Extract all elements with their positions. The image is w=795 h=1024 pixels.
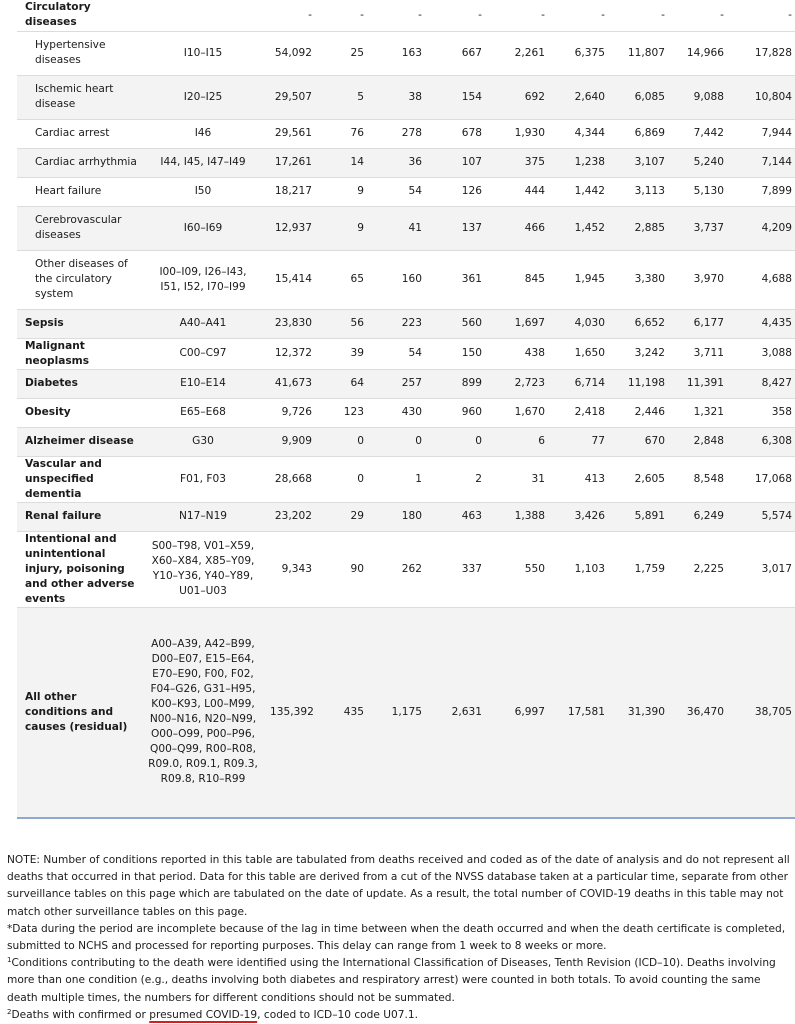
age-group-count-cell: 11,807 — [613, 31, 673, 75]
icd-code-cell: E10–E14 — [144, 369, 262, 398]
condition-cell: Renal failure — [17, 502, 144, 531]
age-group-count-cell: 1,670 — [490, 398, 553, 427]
age-group-count-cell: 3,242 — [613, 338, 673, 369]
age-group-count-cell: 1,175 — [372, 607, 430, 818]
age-group-count-cell: 3,711 — [673, 338, 732, 369]
age-group-count-cell: 6,249 — [673, 502, 732, 531]
age-group-count-cell: 2,446 — [613, 398, 673, 427]
condition-cell: Diabetes — [17, 369, 144, 398]
icd-code-cell: E65–E68 — [144, 398, 262, 427]
age-group-count-cell: 7,144 — [732, 148, 795, 177]
all-ages-count-cell: 29,561 — [262, 119, 320, 148]
age-group-count-cell: 4,344 — [553, 119, 613, 148]
age-group-count-cell: - — [372, 0, 430, 31]
age-group-count-cell: 3,970 — [673, 250, 732, 309]
condition-cell: Intentional and unintentional injury, poisoning and other adverse events — [17, 531, 144, 607]
age-group-count-cell: 1,442 — [553, 177, 613, 206]
age-group-count-cell: 6,652 — [613, 309, 673, 338]
all-ages-count-cell: - — [262, 0, 320, 31]
age-group-count-cell: 36,470 — [673, 607, 732, 818]
all-ages-count-cell: 29,507 — [262, 75, 320, 119]
icd-code-cell: I44, I45, I47–I49 — [144, 148, 262, 177]
age-group-count-cell: - — [490, 0, 553, 31]
age-group-count-cell: 76 — [320, 119, 372, 148]
age-group-count-cell: 1,321 — [673, 398, 732, 427]
footnote-2-marker: 2 — [7, 1007, 12, 1016]
table-row — [17, 0, 795, 31]
age-group-count-cell: 430 — [372, 398, 430, 427]
all-ages-count-cell: 23,830 — [262, 309, 320, 338]
icd-code-cell: A40–A41 — [144, 309, 262, 338]
age-group-count-cell: 1,238 — [553, 148, 613, 177]
age-group-count-cell: 223 — [372, 309, 430, 338]
age-group-count-cell: 154 — [430, 75, 490, 119]
age-group-count-cell: 6,375 — [553, 31, 613, 75]
table-row — [17, 607, 795, 818]
age-group-count-cell: 5,574 — [732, 502, 795, 531]
age-group-count-cell: 262 — [372, 531, 430, 607]
age-group-count-cell: - — [553, 0, 613, 31]
condition-cell: Cardiac arrhythmia — [17, 148, 144, 177]
age-group-count-cell: - — [673, 0, 732, 31]
table-row — [17, 427, 795, 456]
age-group-count-cell: 3,107 — [613, 148, 673, 177]
footnote-1 — [7, 955, 791, 1007]
age-group-count-cell: 39 — [320, 338, 372, 369]
age-group-count-cell: 2,261 — [490, 31, 553, 75]
icd-code-cell: I50 — [144, 177, 262, 206]
all-ages-count-cell: 9,343 — [262, 531, 320, 607]
age-group-count-cell: 10,804 — [732, 75, 795, 119]
icd-code-cell: I00–I09, I26–I43, I51, I52, I70–I99 — [144, 250, 262, 309]
icd-code-cell: I46 — [144, 119, 262, 148]
age-group-count-cell: 7,944 — [732, 119, 795, 148]
icd-code-cell: G30 — [144, 427, 262, 456]
age-group-count-cell: 5,891 — [613, 502, 673, 531]
age-group-count-cell: 670 — [613, 427, 673, 456]
data-incomplete-note: *Data during the period are incomplete because of the lag in time between when the death occurred and when the death certificate is completed, submitted to NCHS and processed for reporting purposes. This delay can range from 1 week to 8 weeks or more. — [7, 922, 786, 953]
age-group-count-cell: 1,697 — [490, 309, 553, 338]
age-group-count-cell: 845 — [490, 250, 553, 309]
age-group-count-cell: 4,435 — [732, 309, 795, 338]
age-group-count-cell: 7,442 — [673, 119, 732, 148]
age-group-count-cell: 3,017 — [732, 531, 795, 607]
age-group-count-cell: 9 — [320, 206, 372, 250]
age-group-count-cell: 56 — [320, 309, 372, 338]
condition-cell: Other diseases of the circulatory system — [17, 250, 144, 309]
table-row — [17, 456, 795, 502]
age-group-count-cell: 123 — [320, 398, 372, 427]
icd-code-cell: I10–I15 — [144, 31, 262, 75]
condition-cell: Alzheimer disease — [17, 427, 144, 456]
condition-cell: Sepsis — [17, 309, 144, 338]
age-group-count-cell: 5,130 — [673, 177, 732, 206]
age-group-count-cell: 1,930 — [490, 119, 553, 148]
age-group-count-cell: 678 — [430, 119, 490, 148]
age-group-count-cell: 8,548 — [673, 456, 732, 502]
table-row — [17, 502, 795, 531]
age-group-count-cell: 6,177 — [673, 309, 732, 338]
age-group-count-cell: 3,113 — [613, 177, 673, 206]
age-group-count-cell: 2,723 — [490, 369, 553, 398]
age-group-count-cell: 11,391 — [673, 369, 732, 398]
age-group-count-cell: 2,225 — [673, 531, 732, 607]
age-group-count-cell: 36 — [372, 148, 430, 177]
age-group-count-cell: 17,581 — [553, 607, 613, 818]
table-row — [17, 250, 795, 309]
age-group-count-cell: 64 — [320, 369, 372, 398]
note-paragraph: NOTE: Number of conditions reported in this table are tabulated from deaths received and coded as of the date of analysis and do not represent all deaths that occurred in that period. Data for this table are derived from a cut of the NVSS database taken at a particular time, separate from other surveillance tables on this page which are tabulated on the date of update. As a result, the total number of COVID-19 deaths in this table may not match other surveillance tables on this page. — [7, 854, 790, 918]
age-group-count-cell: 90 — [320, 531, 372, 607]
age-group-count-cell: - — [320, 0, 372, 31]
age-group-count-cell: 7,899 — [732, 177, 795, 206]
age-group-count-cell: 2,885 — [613, 206, 673, 250]
age-group-count-cell: 160 — [372, 250, 430, 309]
table-body — [17, 0, 795, 818]
age-group-count-cell: 107 — [430, 148, 490, 177]
age-group-count-cell: 31 — [490, 456, 553, 502]
icd-code-cell: C00–C97 — [144, 338, 262, 369]
age-group-count-cell: 960 — [430, 398, 490, 427]
age-group-count-cell: 375 — [490, 148, 553, 177]
age-group-count-cell: 137 — [430, 206, 490, 250]
age-group-count-cell: 438 — [490, 338, 553, 369]
footnote-2 — [7, 1007, 791, 1024]
table-row — [17, 398, 795, 427]
age-group-count-cell: 2,605 — [613, 456, 673, 502]
table-row — [17, 119, 795, 148]
age-group-count-cell: 1,759 — [613, 531, 673, 607]
condition-cell: Heart failure — [17, 177, 144, 206]
all-ages-count-cell: 12,372 — [262, 338, 320, 369]
age-group-count-cell: - — [732, 0, 795, 31]
age-group-count-cell: 29 — [320, 502, 372, 531]
table-row — [17, 148, 795, 177]
table-row — [17, 75, 795, 119]
footnote-1-text: Conditions contributing to the death were identified using the International Classification of Diseases, Tenth Revision (ICD–10). Deaths involving more than one condition (e.g., deaths involving both diabetes and respiratory arrest) were counted in both totals. To avoid counting the same death multiple times, the numbers for different conditions should not be summated. — [7, 957, 776, 1004]
age-group-count-cell: 5 — [320, 75, 372, 119]
age-group-count-cell: 9,088 — [673, 75, 732, 119]
age-group-count-cell: 257 — [372, 369, 430, 398]
all-ages-count-cell: 135,392 — [262, 607, 320, 818]
age-group-count-cell: 9 — [320, 177, 372, 206]
age-group-count-cell: 31,390 — [613, 607, 673, 818]
icd-code-cell: N17–N19 — [144, 502, 262, 531]
age-group-count-cell: 11,198 — [613, 369, 673, 398]
age-group-count-cell: 38,705 — [732, 607, 795, 818]
age-group-count-cell: 6,714 — [553, 369, 613, 398]
all-ages-count-cell: 23,202 — [262, 502, 320, 531]
condition-cell: Cardiac arrest — [17, 119, 144, 148]
footnote-2-text-end: , coded to ICD–10 code U07.1. — [257, 1008, 418, 1021]
age-group-count-cell: 4,688 — [732, 250, 795, 309]
all-ages-count-cell: 9,726 — [262, 398, 320, 427]
icd-code-cell: S00–T98, V01–X59, X60–X84, X85–Y09, Y10–Y36, Y40–Y89, U01–U03 — [144, 531, 262, 607]
age-group-count-cell: 278 — [372, 119, 430, 148]
all-ages-count-cell: 18,217 — [262, 177, 320, 206]
age-group-count-cell: 14,966 — [673, 31, 732, 75]
age-group-count-cell: 358 — [732, 398, 795, 427]
age-group-count-cell: 550 — [490, 531, 553, 607]
condition-cell: Hypertensive diseases — [17, 31, 144, 75]
age-group-count-cell: 54 — [372, 177, 430, 206]
age-group-count-cell: 41 — [372, 206, 430, 250]
table-row — [17, 338, 795, 369]
table-row — [17, 531, 795, 607]
age-group-count-cell: 6,085 — [613, 75, 673, 119]
age-group-count-cell: 361 — [430, 250, 490, 309]
age-group-count-cell: 17,068 — [732, 456, 795, 502]
age-group-count-cell: 4,209 — [732, 206, 795, 250]
age-group-count-cell: 17,828 — [732, 31, 795, 75]
age-group-count-cell: 14 — [320, 148, 372, 177]
table-notes — [7, 852, 791, 1024]
age-group-count-cell: 2 — [430, 456, 490, 502]
all-ages-count-cell: 12,937 — [262, 206, 320, 250]
age-group-count-cell: 180 — [372, 502, 430, 531]
age-group-count-cell: 3,380 — [613, 250, 673, 309]
age-group-count-cell: 150 — [430, 338, 490, 369]
age-group-count-cell: 463 — [430, 502, 490, 531]
table-row — [17, 177, 795, 206]
condition-cell: Obesity — [17, 398, 144, 427]
age-group-count-cell: 77 — [553, 427, 613, 456]
age-group-count-cell: - — [430, 0, 490, 31]
condition-cell: Vascular and unspecified dementia — [17, 456, 144, 502]
age-group-count-cell: 2,631 — [430, 607, 490, 818]
icd-code-cell: A00–A39, A42–B99, D00–E07, E15–E64, E70–E90, F00, F02, F04–G26, G31–H95, K00–K93, L00–M99, N00–N16, N20–N99, O00–O99, P00–P96, Q00–Q99, R00–R08, R09.0, R09.1, R09.3, R09.8, R10–R99 — [144, 607, 262, 818]
age-group-count-cell: 2,848 — [673, 427, 732, 456]
conditions-table — [17, 0, 795, 819]
age-group-count-cell: 65 — [320, 250, 372, 309]
age-group-count-cell: 25 — [320, 31, 372, 75]
condition-cell: Malignant neoplasms — [17, 338, 144, 369]
age-group-count-cell: 6,308 — [732, 427, 795, 456]
age-group-count-cell: 2,640 — [553, 75, 613, 119]
age-group-count-cell: 6 — [490, 427, 553, 456]
age-group-count-cell: - — [613, 0, 673, 31]
icd-code-cell: I60–I69 — [144, 206, 262, 250]
age-group-count-cell: 38 — [372, 75, 430, 119]
footnote-1-marker: 1 — [7, 956, 12, 965]
all-ages-count-cell: 15,414 — [262, 250, 320, 309]
age-group-count-cell: 435 — [320, 607, 372, 818]
all-ages-count-cell: 17,261 — [262, 148, 320, 177]
age-group-count-cell: 337 — [430, 531, 490, 607]
icd-code-cell — [144, 0, 262, 31]
table-row — [17, 206, 795, 250]
condition-cell: Circulatory diseases — [17, 0, 144, 31]
age-group-count-cell: 5,240 — [673, 148, 732, 177]
age-group-count-cell: 6,997 — [490, 607, 553, 818]
age-group-count-cell: 444 — [490, 177, 553, 206]
age-group-count-cell: 3,426 — [553, 502, 613, 531]
all-ages-count-cell: 41,673 — [262, 369, 320, 398]
condition-cell: All other conditions and causes (residual) — [17, 607, 144, 818]
age-group-count-cell: 0 — [320, 427, 372, 456]
age-group-count-cell: 560 — [430, 309, 490, 338]
all-ages-count-cell: 54,092 — [262, 31, 320, 75]
footnote-2-text-start: Deaths with confirmed or — [11, 1008, 150, 1021]
age-group-count-cell: 1,452 — [553, 206, 613, 250]
age-group-count-cell: 3,737 — [673, 206, 732, 250]
age-group-count-cell: 0 — [430, 427, 490, 456]
presumed-covid-term: presumed COVID-19 — [149, 1008, 258, 1021]
age-group-count-cell: 1,945 — [553, 250, 613, 309]
age-group-count-cell: 3,088 — [732, 338, 795, 369]
age-group-count-cell: 163 — [372, 31, 430, 75]
age-group-count-cell: 1,388 — [490, 502, 553, 531]
table-row — [17, 369, 795, 398]
icd-code-cell: F01, F03 — [144, 456, 262, 502]
table-row — [17, 309, 795, 338]
age-group-count-cell: 8,427 — [732, 369, 795, 398]
age-group-count-cell: 126 — [430, 177, 490, 206]
age-group-count-cell: 6,869 — [613, 119, 673, 148]
age-group-count-cell: 54 — [372, 338, 430, 369]
all-ages-count-cell: 9,909 — [262, 427, 320, 456]
condition-cell: Ischemic heart disease — [17, 75, 144, 119]
age-group-count-cell: 899 — [430, 369, 490, 398]
age-group-count-cell: 466 — [490, 206, 553, 250]
age-group-count-cell: 692 — [490, 75, 553, 119]
condition-cell: Cerebrovascular diseases — [17, 206, 144, 250]
age-group-count-cell: 413 — [553, 456, 613, 502]
all-ages-count-cell: 28,668 — [262, 456, 320, 502]
table-row — [17, 31, 795, 75]
age-group-count-cell: 1,103 — [553, 531, 613, 607]
age-group-count-cell: 0 — [320, 456, 372, 502]
age-group-count-cell: 1,650 — [553, 338, 613, 369]
age-group-count-cell: 4,030 — [553, 309, 613, 338]
age-group-count-cell: 667 — [430, 31, 490, 75]
age-group-count-cell: 0 — [372, 427, 430, 456]
age-group-count-cell: 2,418 — [553, 398, 613, 427]
age-group-count-cell: 1 — [372, 456, 430, 502]
icd-code-cell: I20–I25 — [144, 75, 262, 119]
